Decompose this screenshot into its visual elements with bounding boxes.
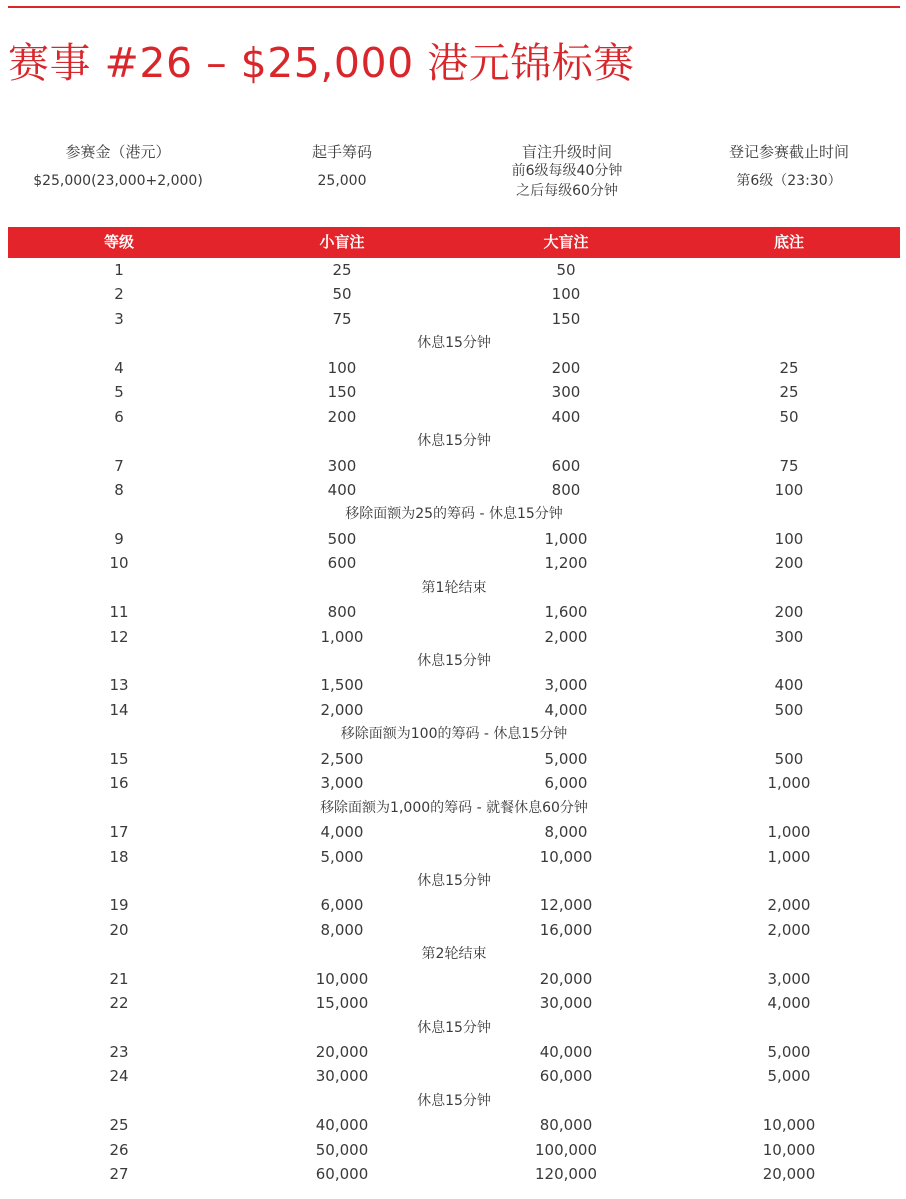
- structure-table-header: [8, 227, 900, 258]
- ante-cell: 3,000: [767, 969, 811, 988]
- ante-cell: 5,000: [767, 1067, 811, 1086]
- big-blind-cell: 16,000: [539, 920, 593, 939]
- break-row: 休息15分钟: [417, 872, 491, 889]
- big-blind-cell: 400: [551, 407, 581, 426]
- small-blind-cell: 10,000: [315, 969, 369, 988]
- big-blind-cell: 80,000: [539, 1116, 593, 1135]
- level-duration-info: [456, 142, 678, 201]
- small-blind-cell: 1,500: [320, 676, 364, 695]
- big-blind-cell: 300: [551, 383, 581, 402]
- table-row: [8, 454, 900, 478]
- small-blind-cell: 100: [327, 358, 357, 377]
- level-cell: 26: [109, 1140, 129, 1159]
- table-row: [8, 551, 900, 575]
- table-row: [8, 747, 900, 771]
- ante-cell: 50: [779, 407, 799, 426]
- buyin-value: $25,000(23,000+2,000): [33, 173, 203, 189]
- ante-cell: 500: [774, 700, 804, 719]
- table-row: [8, 1138, 900, 1162]
- table-row: [8, 1162, 900, 1186]
- big-blind-cell: 30,000: [539, 994, 593, 1013]
- ante-cell: 2,000: [767, 896, 811, 915]
- small-blind-cell: 75: [332, 309, 352, 328]
- table-row: [8, 1064, 900, 1088]
- level-cell: 5: [114, 383, 124, 402]
- table-row: [8, 991, 900, 1015]
- level-cell: 16: [109, 774, 129, 793]
- table-row: [8, 820, 900, 844]
- big-blind-cell: 10,000: [539, 847, 593, 866]
- header-ante: 底注: [773, 233, 804, 251]
- small-blind-cell: 20,000: [315, 1043, 369, 1061]
- small-blind-cell: 800: [327, 603, 357, 622]
- level-cell: 17: [109, 823, 129, 842]
- ante-cell: 2,000: [767, 920, 811, 939]
- small-blind-cell: 600: [327, 554, 357, 573]
- level-cell: 11: [109, 603, 129, 622]
- ante-cell: 75: [779, 456, 799, 475]
- header-big-blind: 大盲注: [543, 233, 589, 251]
- table-row: [8, 282, 900, 306]
- ante-cell: 10,000: [762, 1140, 816, 1159]
- table-row: [8, 673, 900, 697]
- table-row: [8, 527, 900, 551]
- small-blind-cell: 50: [332, 285, 352, 304]
- starting-stack-value: 25,000: [317, 173, 367, 189]
- break-row: 移除面额为100的筹码 - 休息15分钟: [340, 726, 568, 743]
- ante-cell: 1,000: [767, 774, 811, 793]
- break-row: 休息15分钟: [417, 335, 491, 352]
- buyin-info: [8, 142, 228, 191]
- table-row: [8, 356, 900, 380]
- ante-cell: 500: [774, 749, 804, 768]
- table-row: [8, 307, 900, 331]
- starting-stack-info: [228, 142, 456, 191]
- header-level: 等级: [103, 233, 134, 251]
- page-title: 赛事 #26 – $25,000 港元锦标赛: [8, 39, 635, 87]
- level-duration-value-2: 之后每级60分钟: [516, 183, 618, 199]
- break-row: 第2轮结束: [421, 946, 487, 963]
- break-row: 第1轮结束: [421, 579, 487, 596]
- ante-cell: 400: [774, 676, 804, 695]
- level-cell: 1: [114, 261, 124, 279]
- ante-cell: 4,000: [767, 994, 811, 1013]
- ante-cell: 5,000: [767, 1043, 811, 1061]
- level-cell: 2: [114, 285, 124, 304]
- level-cell: 9: [114, 529, 124, 548]
- small-blind-cell: 40,000: [315, 1116, 369, 1135]
- small-blind-cell: 150: [327, 383, 357, 402]
- top-divider: [8, 6, 900, 8]
- level-cell: 18: [109, 847, 129, 866]
- level-cell: 8: [114, 480, 124, 499]
- level-cell: 7: [114, 456, 124, 475]
- small-blind-cell: 300: [327, 456, 357, 475]
- big-blind-cell: 1,000: [544, 529, 588, 548]
- big-blind-cell: 1,200: [544, 554, 588, 573]
- level-cell: 25: [109, 1116, 129, 1135]
- small-blind-cell: 1,000: [320, 627, 364, 646]
- small-blind-cell: 200: [327, 407, 357, 426]
- small-blind-cell: 400: [327, 480, 357, 499]
- level-cell: 12: [109, 627, 129, 646]
- level-cell: 21: [109, 969, 129, 988]
- small-blind-cell: 5,000: [320, 847, 364, 866]
- tournament-info: [0, 142, 906, 208]
- big-blind-cell: 60,000: [539, 1067, 593, 1086]
- small-blind-cell: 50,000: [315, 1140, 369, 1159]
- starting-stack-label: 起手筹码: [311, 143, 372, 161]
- ante-cell: 1,000: [767, 823, 811, 842]
- break-row: 休息15分钟: [417, 1019, 491, 1036]
- big-blind-cell: 100: [551, 285, 581, 304]
- small-blind-cell: 2,000: [320, 700, 364, 719]
- level-cell: 22: [109, 994, 129, 1013]
- header-small-blind: 小盲注: [319, 233, 365, 251]
- break-row: 移除面额为25的筹码 - 休息15分钟: [345, 506, 563, 523]
- big-blind-cell: 40,000: [539, 1043, 593, 1061]
- big-blind-cell: 200: [551, 358, 581, 377]
- big-blind-cell: 3,000: [544, 676, 588, 695]
- table-row: [8, 600, 900, 624]
- big-blind-cell: 1,600: [544, 603, 588, 622]
- ante-cell: 20,000: [762, 1165, 816, 1184]
- small-blind-cell: 15,000: [315, 994, 369, 1013]
- level-cell: 27: [109, 1165, 129, 1184]
- level-cell: 6: [114, 407, 124, 426]
- table-row: [8, 771, 900, 795]
- table-row: [8, 258, 900, 282]
- ante-cell: 1,000: [767, 847, 811, 866]
- small-blind-cell: 6,000: [320, 896, 364, 915]
- table-row: [8, 967, 900, 991]
- late-registration-value: 第6级（23:30）: [736, 173, 842, 189]
- level-duration-value-1: 前6级每级40分钟: [511, 163, 623, 179]
- level-cell: 3: [114, 309, 124, 328]
- big-blind-cell: 100,000: [534, 1140, 598, 1159]
- break-row: 移除面额为1,000的筹码 - 就餐休息60分钟: [320, 799, 588, 816]
- ante-cell: 25: [779, 358, 799, 377]
- small-blind-cell: 60,000: [315, 1165, 369, 1184]
- table-row: [8, 380, 900, 404]
- big-blind-cell: 5,000: [544, 749, 588, 768]
- ante-cell: 10,000: [762, 1116, 816, 1135]
- break-row: 休息15分钟: [417, 653, 491, 669]
- table-row: [8, 698, 900, 722]
- level-cell: 23: [109, 1043, 129, 1061]
- big-blind-cell: 20,000: [539, 969, 593, 988]
- ante-cell: 300: [774, 627, 804, 646]
- small-blind-cell: 500: [327, 529, 357, 548]
- small-blind-cell: 25: [332, 261, 352, 279]
- ante-cell: 100: [774, 480, 804, 499]
- big-blind-cell: 800: [551, 480, 581, 499]
- big-blind-cell: 6,000: [544, 774, 588, 793]
- ante-cell: 25: [779, 383, 799, 402]
- ante-cell: 100: [774, 529, 804, 548]
- level-cell: 14: [109, 700, 129, 719]
- late-registration-label: 登记参赛截止时间: [728, 143, 849, 161]
- level-cell: 10: [109, 554, 129, 573]
- big-blind-cell: 600: [551, 456, 581, 475]
- level-cell: 4: [114, 358, 124, 377]
- big-blind-cell: 4,000: [544, 700, 588, 719]
- big-blind-cell: 2,000: [544, 627, 588, 646]
- structure-table-body: [8, 258, 900, 1187]
- level-duration-label: 盲注升级时间: [521, 143, 612, 161]
- level-cell: 24: [109, 1067, 129, 1086]
- small-blind-cell: 3,000: [320, 774, 364, 793]
- buyin-label: 参赛金（港元）: [65, 143, 171, 161]
- level-cell: 15: [109, 749, 129, 768]
- level-cell: 20: [109, 920, 129, 939]
- small-blind-cell: 30,000: [315, 1067, 369, 1086]
- big-blind-cell: 12,000: [539, 896, 593, 915]
- level-cell: 13: [109, 676, 129, 695]
- table-row: [8, 893, 900, 917]
- big-blind-cell: 150: [551, 309, 581, 328]
- ante-cell: 200: [774, 554, 804, 573]
- table-row: [8, 918, 900, 942]
- table-row: [8, 478, 900, 502]
- small-blind-cell: 8,000: [320, 920, 364, 939]
- table-row: [8, 405, 900, 429]
- break-row: 休息15分钟: [417, 1092, 491, 1109]
- table-row: [8, 845, 900, 869]
- break-row: 休息15分钟: [417, 433, 491, 450]
- table-row: [8, 1040, 900, 1064]
- table-row: [8, 625, 900, 649]
- big-blind-cell: 50: [556, 261, 576, 279]
- small-blind-cell: 2,500: [320, 749, 364, 768]
- level-cell: 19: [109, 896, 129, 915]
- late-registration-info: [678, 142, 900, 191]
- big-blind-cell: 120,000: [534, 1165, 598, 1184]
- big-blind-cell: 8,000: [544, 823, 588, 842]
- ante-cell: 200: [774, 603, 804, 622]
- table-row: [8, 1113, 900, 1137]
- small-blind-cell: 4,000: [320, 823, 364, 842]
